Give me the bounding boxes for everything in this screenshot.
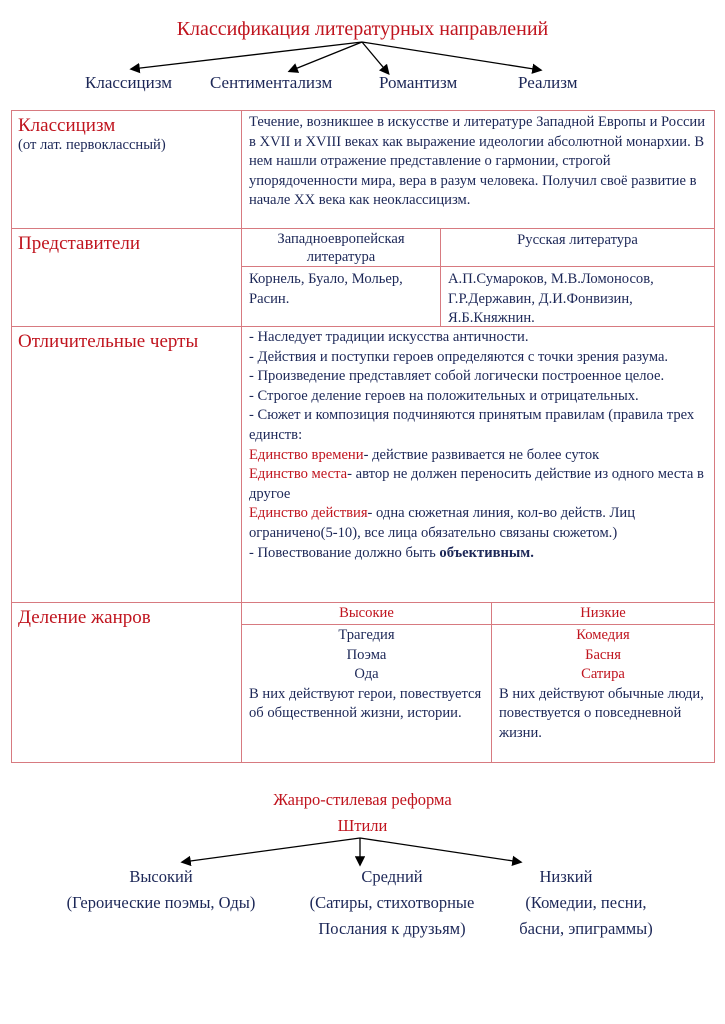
style-name: Высокий (129, 867, 193, 886)
unity-text: - действие развивается не более суток (363, 446, 600, 463)
header-western-literature: Западноевропейская литература (241, 228, 441, 267)
style-high (21, 864, 301, 916)
western-authors: Корнель, Буало, Мольер, Расин. (241, 266, 441, 327)
header-russian-literature: Русская литература (440, 228, 715, 267)
arrow-high (183, 838, 360, 862)
style-genres-cont: басни, эпиграммы) (519, 919, 653, 938)
label-classicism: Классицизм (18, 115, 116, 136)
feature-line: - Сюжет и композиция подчиняются принятым правилам (правила трех единств: (249, 407, 695, 443)
row-classicism-label (11, 110, 242, 229)
unity-time (249, 446, 707, 466)
header-high-genres: Высокие (241, 602, 492, 625)
feature-line: - Строгое деление героев на положительных и отрицательных. (249, 387, 639, 404)
low-genres-description: В них действуют обычные люди, повествуется о повседневной жизни. (499, 685, 704, 741)
row-features-label: Отличительные черты (11, 326, 242, 603)
feature-line-objective (249, 544, 707, 564)
style-name: Низкий (539, 867, 593, 886)
high-genres-cell (241, 624, 492, 763)
reform-subtitle: Штили (337, 816, 388, 835)
style-genres: (Комедии, песни, (525, 893, 647, 912)
style-genres: (Героические поэмы, Оды) (66, 893, 256, 912)
russian-authors: А.П.Сумароков, М.В.Ломоносов, Г.Р.Державин, Д.И.Фонвизин, Я.Б.Княжнин. (440, 266, 715, 327)
unity-action (249, 504, 707, 543)
unity-text: - автор не должен переносить действие из одного места в другое (249, 466, 704, 502)
direction-sentimentalism: Сентиментализм (210, 73, 333, 92)
direction-classicism: Классицизм (85, 73, 172, 92)
reform-title: Жанро-стилевая реформа (273, 790, 452, 809)
genre-poem: Поэма (346, 646, 387, 663)
header-low-genres: Низкие (491, 602, 715, 625)
feature-line: - Наследует традиции искусства античности. (249, 329, 529, 345)
arrow-romanticism (362, 42, 388, 73)
arrow-realism (362, 42, 540, 70)
genre-satire: Сатира (581, 666, 625, 683)
genre-comedy: Комедия (576, 627, 630, 643)
direction-realism: Реализм (518, 73, 578, 92)
genre-tragedy: Трагедия (338, 627, 395, 643)
feature-line: - Произведение представляет собой логически построенное целое. (249, 368, 665, 385)
unity-name: Единство времени (249, 446, 364, 463)
unity-name: Единство действия (249, 505, 368, 522)
direction-romanticism: Романтизм (379, 73, 458, 92)
high-genres-description: В них действуют герои, повествуется об общественной жизни, истории. (249, 685, 482, 722)
unity-name: Единство места (249, 466, 348, 483)
style-name: Средний (361, 867, 423, 886)
feature-line: - Действия и поступки героев определяются с точки зрения разума. (249, 348, 669, 365)
label-etymology: (от лат. первоклассный) (18, 137, 166, 153)
row-representatives-label: Представители (11, 228, 242, 327)
low-genres-cell (491, 624, 715, 763)
row-genres-label: Деление жанров (11, 602, 242, 763)
arrow-low (360, 838, 520, 862)
row-features-content (241, 326, 715, 603)
genre-fable: Басня (585, 646, 621, 663)
row-classicism-definition: Течение, возникшее в искусстве и литературе Западной Европы и России в XVII и XVIII веках как выражение идеологии абсолютной монархии. В нем нашли отражение представление о гармонии, строгой упорядоченности мира, вера в разум человека. Получил своё развитие в начале XX века как неоклассицизм. (241, 110, 715, 229)
unity-text: - одна сюжетная линия, кол-во действ. Лиц ограничено(5-10), все лица обязательно связаны сюжетом.) (249, 505, 636, 541)
feature-prefix: - Повествование должно быть (249, 544, 440, 561)
style-genres-cont: Послания к друзьям) (318, 919, 466, 938)
style-low (486, 864, 686, 942)
style-genres: (Сатиры, стихотворные (309, 893, 475, 912)
genre-ode: Ода (354, 666, 379, 683)
page-title: Классификация литературных направлений (176, 18, 549, 40)
unity-place (249, 465, 707, 504)
feature-bold: объективным. (439, 544, 534, 561)
